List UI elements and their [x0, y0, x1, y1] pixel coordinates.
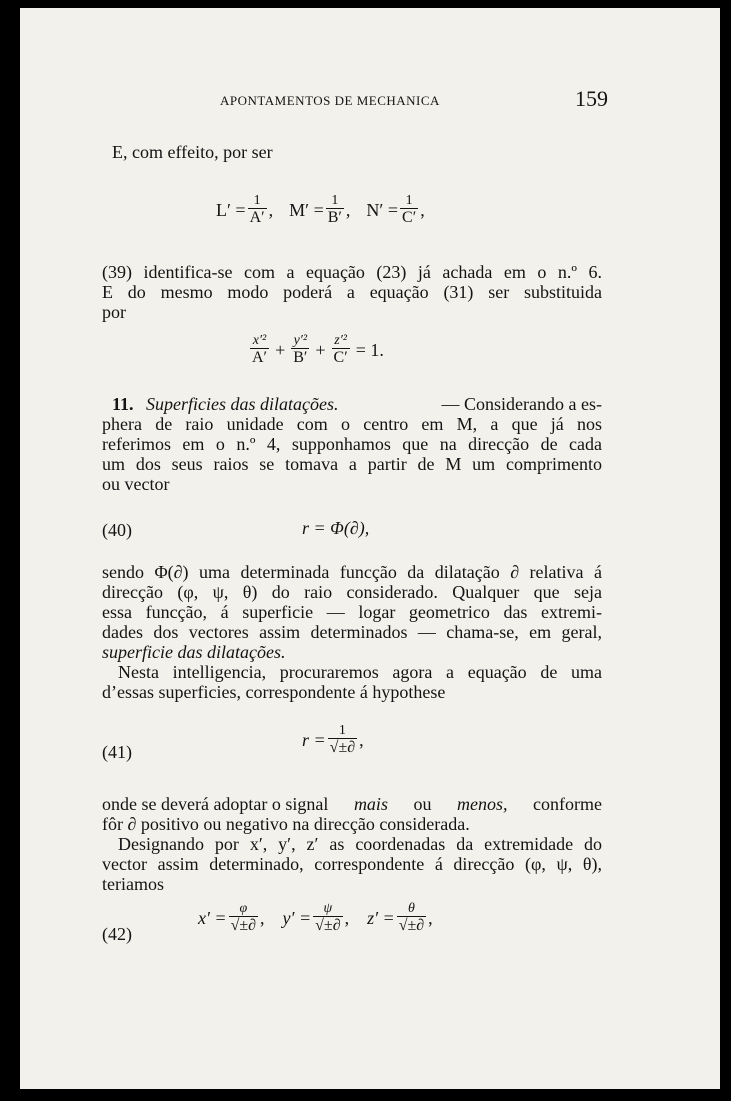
numerator: 1: [331, 193, 339, 208]
numerator: y′²: [293, 333, 308, 348]
equation-ellipsoid: [248, 334, 384, 367]
text-line: (39) identifica-se com a equação (23) já achada em o n.º 6.: [102, 262, 602, 282]
denominator: √±∂: [329, 739, 356, 756]
denominator: A′: [252, 349, 268, 366]
eq-lhs: x′ =: [198, 908, 227, 928]
numerator: θ: [407, 901, 415, 916]
equation-41: [302, 724, 364, 757]
text-line: essa funcção, á superficie — logar geometrico das extremi-: [102, 602, 602, 622]
denominator: C′: [333, 349, 348, 366]
text-fragment: mais: [353, 794, 388, 814]
plus-sign: +: [315, 340, 326, 360]
eq-lhs: y′ =: [282, 908, 312, 928]
denominator: √±∂: [315, 917, 341, 934]
eq-lhs: L′ =: [216, 200, 246, 220]
numerator: 1: [338, 723, 346, 738]
denominator: C′: [402, 209, 417, 226]
eq-lhs: z′ =: [367, 908, 395, 928]
numerator: 1: [405, 193, 413, 208]
running-title: APONTAMENTOS DE MECHANICA: [220, 93, 440, 108]
denominator: A′: [249, 209, 265, 226]
equation-label: (40): [102, 520, 132, 540]
fraction: [326, 194, 344, 227]
fraction: [250, 334, 269, 367]
eq-lhs: r =: [302, 730, 326, 750]
fraction: [328, 724, 357, 757]
fraction: [229, 902, 258, 935]
numerator: z′²: [334, 333, 347, 348]
denominator: B′: [327, 209, 342, 226]
equation-label: (42): [102, 924, 132, 944]
section-number: 11.: [112, 394, 134, 414]
separator: ,: [344, 908, 350, 928]
text-fragment: ou: [413, 794, 432, 814]
fraction: [313, 902, 342, 935]
text-line: referimos em o n.º 4, supponhamos que na direcção de cada: [102, 434, 602, 454]
section-title: Superficies das dilatações.: [146, 394, 339, 414]
separator: ,: [345, 200, 351, 220]
plus-sign: +: [275, 340, 286, 360]
eq-lhs: N′ =: [366, 200, 399, 220]
text-line: Designando por x′, y′, z′ as coordenadas da extremidade do: [118, 834, 602, 854]
fraction: [248, 194, 267, 227]
text-line: E do mesmo modo poderá a equação (31) ser substituida: [102, 282, 602, 302]
denominator: B′: [293, 349, 308, 366]
text-fragment: conforme: [533, 794, 602, 814]
equation-40: r = Φ(∂),: [302, 518, 370, 538]
text-fragment: onde se deverá adoptar o signal: [102, 794, 329, 814]
text-line: superficie das dilatações.: [102, 642, 286, 662]
text-line: ou vector: [102, 474, 170, 494]
eq-rhs: = 1.: [355, 340, 384, 360]
separator: ,: [268, 200, 274, 220]
text-line: [102, 794, 602, 815]
text-line: E, com effeito, por ser: [112, 142, 273, 162]
text-line: um dos seus raios se tomava a partir de M um comprimento: [102, 454, 602, 474]
section-heading-line: [112, 394, 602, 415]
separator: ,: [428, 908, 433, 928]
text-fragment: — Considerando a es-: [441, 394, 602, 414]
separator: ,: [420, 200, 425, 220]
text-line: teriamos: [102, 874, 164, 894]
separator: ,: [260, 908, 265, 928]
text-line: phera de raio unidade com o centro em M, a que já nos: [102, 414, 602, 434]
equation-42: [198, 902, 433, 935]
page-number: 159: [575, 86, 608, 111]
fraction: [400, 194, 418, 227]
fraction: [291, 334, 309, 367]
fraction: [397, 902, 426, 935]
text-line: Nesta intelligencia, procuraremos agora a equação de uma: [118, 662, 602, 682]
text-line: direcção (φ, ψ, θ) do raio considerado. Qualquer que seja: [102, 582, 602, 602]
equation-prime-values: [216, 194, 425, 227]
numerator: x′²: [252, 333, 267, 348]
text-fragment: menos,: [456, 794, 508, 814]
book-page: [20, 8, 720, 1089]
denominator: √±∂: [398, 917, 425, 934]
text-line: vector assim determinado, correspondente á direcção (φ, ψ, θ),: [102, 854, 602, 874]
denominator: √±∂: [230, 917, 257, 934]
separator: ,: [359, 730, 364, 750]
numerator: φ: [239, 901, 248, 916]
text-line: fôr ∂ positivo ou negativo na direcção considerada.: [102, 814, 470, 834]
numerator: 1: [253, 193, 261, 208]
numerator: ψ: [323, 901, 333, 916]
fraction: [332, 334, 350, 367]
text-line: dades dos vectores assim determinados — chama-se, em geral,: [102, 622, 602, 642]
text-line: por: [102, 302, 126, 322]
text-line: d’essas superficies, correspondente á hypothese: [102, 682, 446, 702]
text-line: sendo Φ(∂) uma determinada funcção da dilatação ∂ relativa á: [102, 562, 602, 582]
eq-lhs: M′ =: [289, 200, 324, 220]
equation-label: (41): [102, 742, 132, 762]
